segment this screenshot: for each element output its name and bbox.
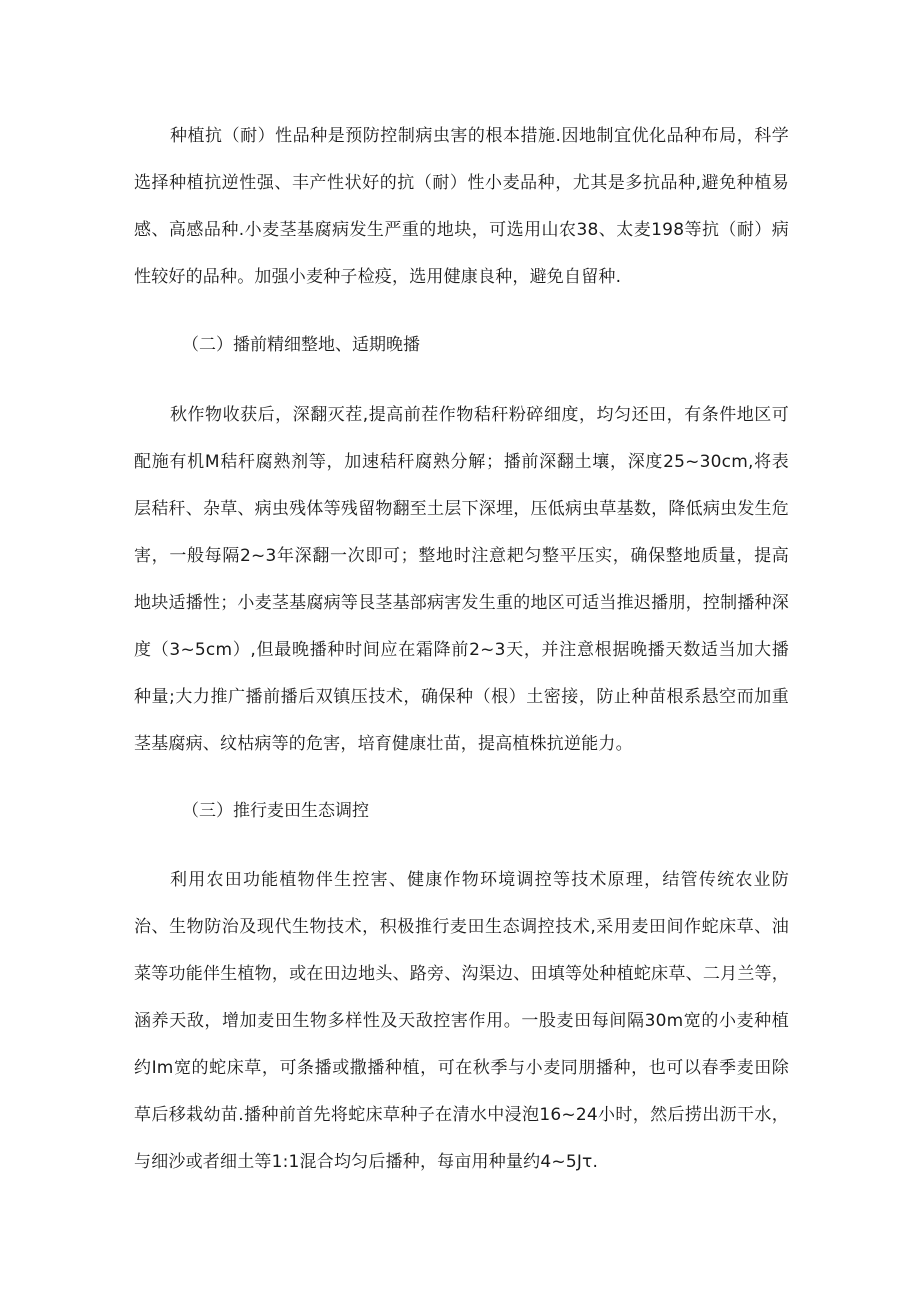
paragraph-ecological-control: 利用农田功能植物伴生控害、健康作物环境调控等技术原理，结管传统农业防治、生物防治及现代生物技术，积极推行麦田生态调控技术,采用麦田间作蛇床草、油菜等功能伴生植物，或在田边地头、路旁、沟渠边、田填等处种植蛇床草、二月兰等，涵养天敌，增加麦田生物多样性及天敌控害作用。一股麦田每间隔30m宽的小麦种植约Im宽的蛇床草，可条播或撒播种植，可在秋季与小麦同朋播种，也可以春季麦田除草后移栽幼苗.播种前首先将蛇床草种子在清水中浸泡16~24小时，然后捞出沥干水，与细沙或者细土等1:1混合均匀后播种，每亩用种量约4~5Jτ. (134, 870, 789, 1172)
paragraph-soil-preparation: 秋作物收获后，深翻灭茬,提高前茬作物秸秆粉碎细度，均匀还田，有条件地区可配施有机M秸秆腐熟剂等，加速秸秆腐熟分解；播前深翻土壤，深度25~30cm,将表层秸秆、杂草、病虫残体等残留物翻至土层下深埋，压低病虫草基数，降低病虫发生危害，一般每隔2~3年深翻一次即可；整地时注意耙匀整平压实，确保整地质量，提高地块适播性；小麦茎基腐病等艮茎基部病害发生重的地区可适当推迟播朋，控制播种深度（3~5cm）,但最晚播种时间应在霜降前2~3天，并注意根据晚播天数适当加大播种量;大力推广播前播后双镇压技术，确保种（根）土密接，防止种苗根系悬空而加重茎基腐病、纹枯病等的危害，培育健康壮苗，提高植株抗逆能力。 (134, 405, 789, 754)
paragraph-resistant-varieties: 种植抗（耐）性品种是预防控制病虫害的根本措施.因地制宜优化品种布局，科学选择种植抗逆性强、丰产性状好的抗（耐）性小麦品种，尤其是多抗品种,避免种植易感、高感品种.小麦茎基腐病发生严重的地块，可选用山农38、太麦198等抗（耐）病性较好的品种。加强小麦种子检疫，选用健康良种，避免自留种. (134, 126, 789, 287)
section-heading-2: （二）播前精细整地、适期晚播 (182, 335, 420, 355)
section-heading-3: （三）推行麦田生态调控 (182, 801, 369, 821)
